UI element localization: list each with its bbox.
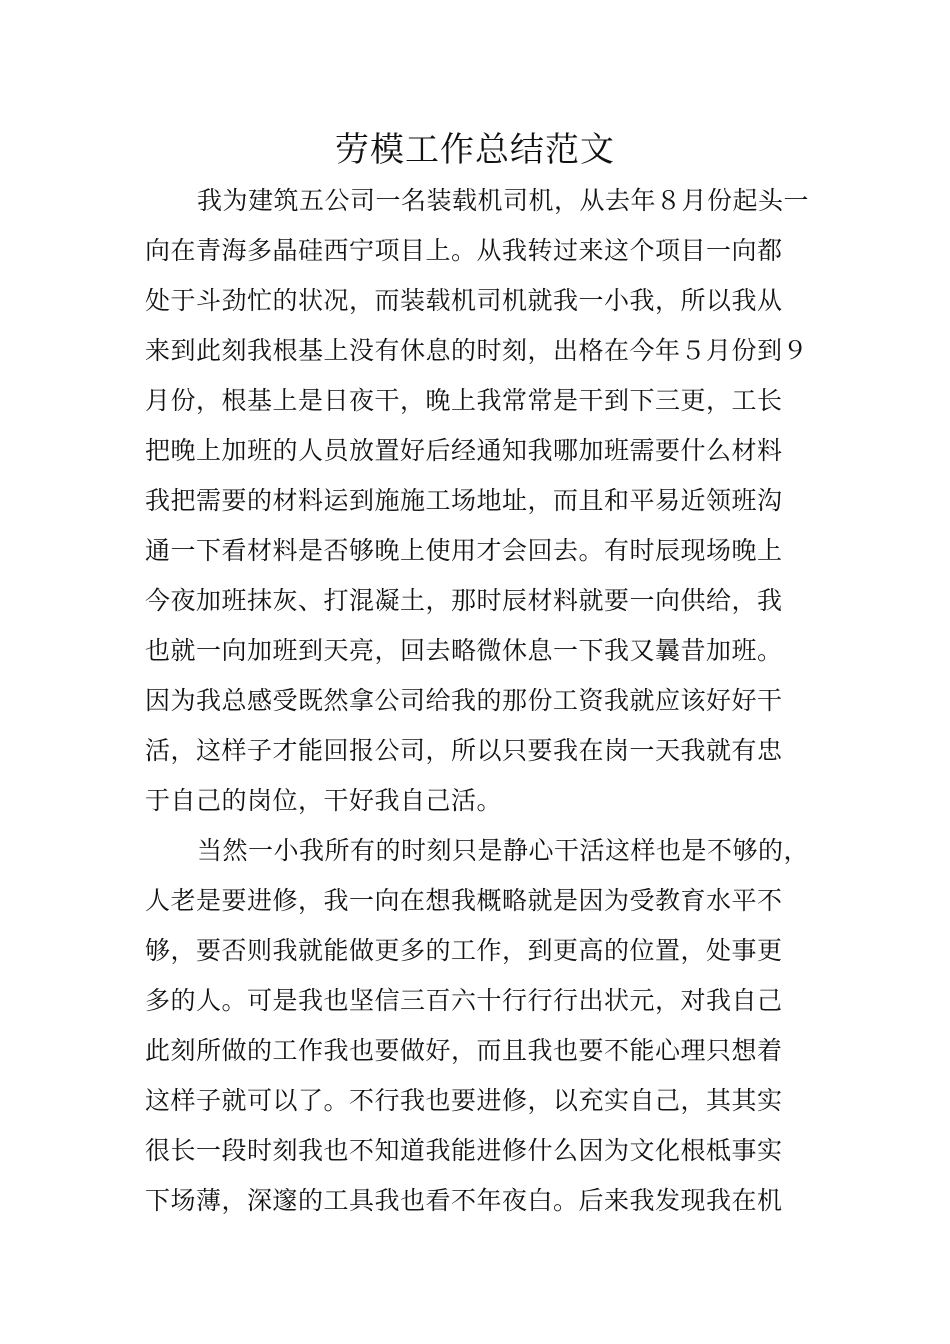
paragraph-line: 很长一段时刻我也不知道我能进修什么因为文化根柢事实 bbox=[145, 1136, 783, 1165]
paragraph-line: 够，要否则我就能做更多的工作，到更高的位置，处事更 bbox=[145, 936, 783, 965]
paragraph-line: 通一下看材料是否够晚上使用才会回去。有时辰现场晚上 bbox=[145, 536, 783, 565]
paragraph-line: 我为建筑五公司一名装载机司机，从去年８月份起头一 bbox=[197, 186, 810, 215]
paragraph-line: 下场薄，深邃的工具我也看不年夜白。后来我发现我在机 bbox=[145, 1186, 783, 1215]
paragraph-line: 月份，根基上是日夜干，晚上我常常是干到下三更，工长 bbox=[145, 386, 783, 415]
paragraph-line: 来到此刻我根基上没有休息的时刻，出格在今年５月份到９ bbox=[145, 336, 809, 365]
paragraph-line: 因为我总感受既然拿公司给我的那份工资我就应该好好干 bbox=[145, 686, 783, 715]
paragraph-line: 人老是要进修，我一向在想我概略就是因为受教育水平不 bbox=[145, 886, 783, 915]
paragraph-line: 活，这样子才能回报公司，所以只要我在岗一天我就有忠 bbox=[145, 736, 783, 765]
paragraph-line: 也就一向加班到天亮，回去略微休息一下我又曩昔加班。 bbox=[145, 636, 783, 665]
paragraph-line: 此刻所做的工作我也要做好，而且我也要不能心理只想着 bbox=[145, 1036, 783, 1065]
paragraph-line: 今夜加班抹灰、打混凝土，那时辰材料就要一向供给，我 bbox=[145, 586, 783, 615]
paragraph-line: 多的人。可是我也坚信三百六十行行行出状元，对我自己 bbox=[145, 986, 783, 1015]
paragraph-line: 处于斗劲忙的状况，而装载机司机就我一小我，所以我从 bbox=[145, 286, 783, 315]
document-body bbox=[145, 176, 820, 1226]
paragraph-line: 于自己的岗位，干好我自己活。 bbox=[145, 786, 503, 815]
paragraph-line: 把晚上加班的人员放置好后经通知我哪加班需要什么材料 bbox=[145, 436, 783, 465]
paragraph-line: 向在青海多晶硅西宁项目上。从我转过来这个项目一向都 bbox=[145, 236, 783, 265]
document-title: 劳模工作总结范文 bbox=[335, 130, 615, 170]
paragraph-line: 当然一小我所有的时刻只是静心干活这样也是不够的， bbox=[197, 836, 810, 865]
paragraph-line: 这样子就可以了。不行我也要进修，以充实自己，其其实 bbox=[145, 1086, 783, 1115]
paragraph-line: 我把需要的材料运到施施工场地址，而且和平易近领班沟 bbox=[145, 486, 783, 515]
